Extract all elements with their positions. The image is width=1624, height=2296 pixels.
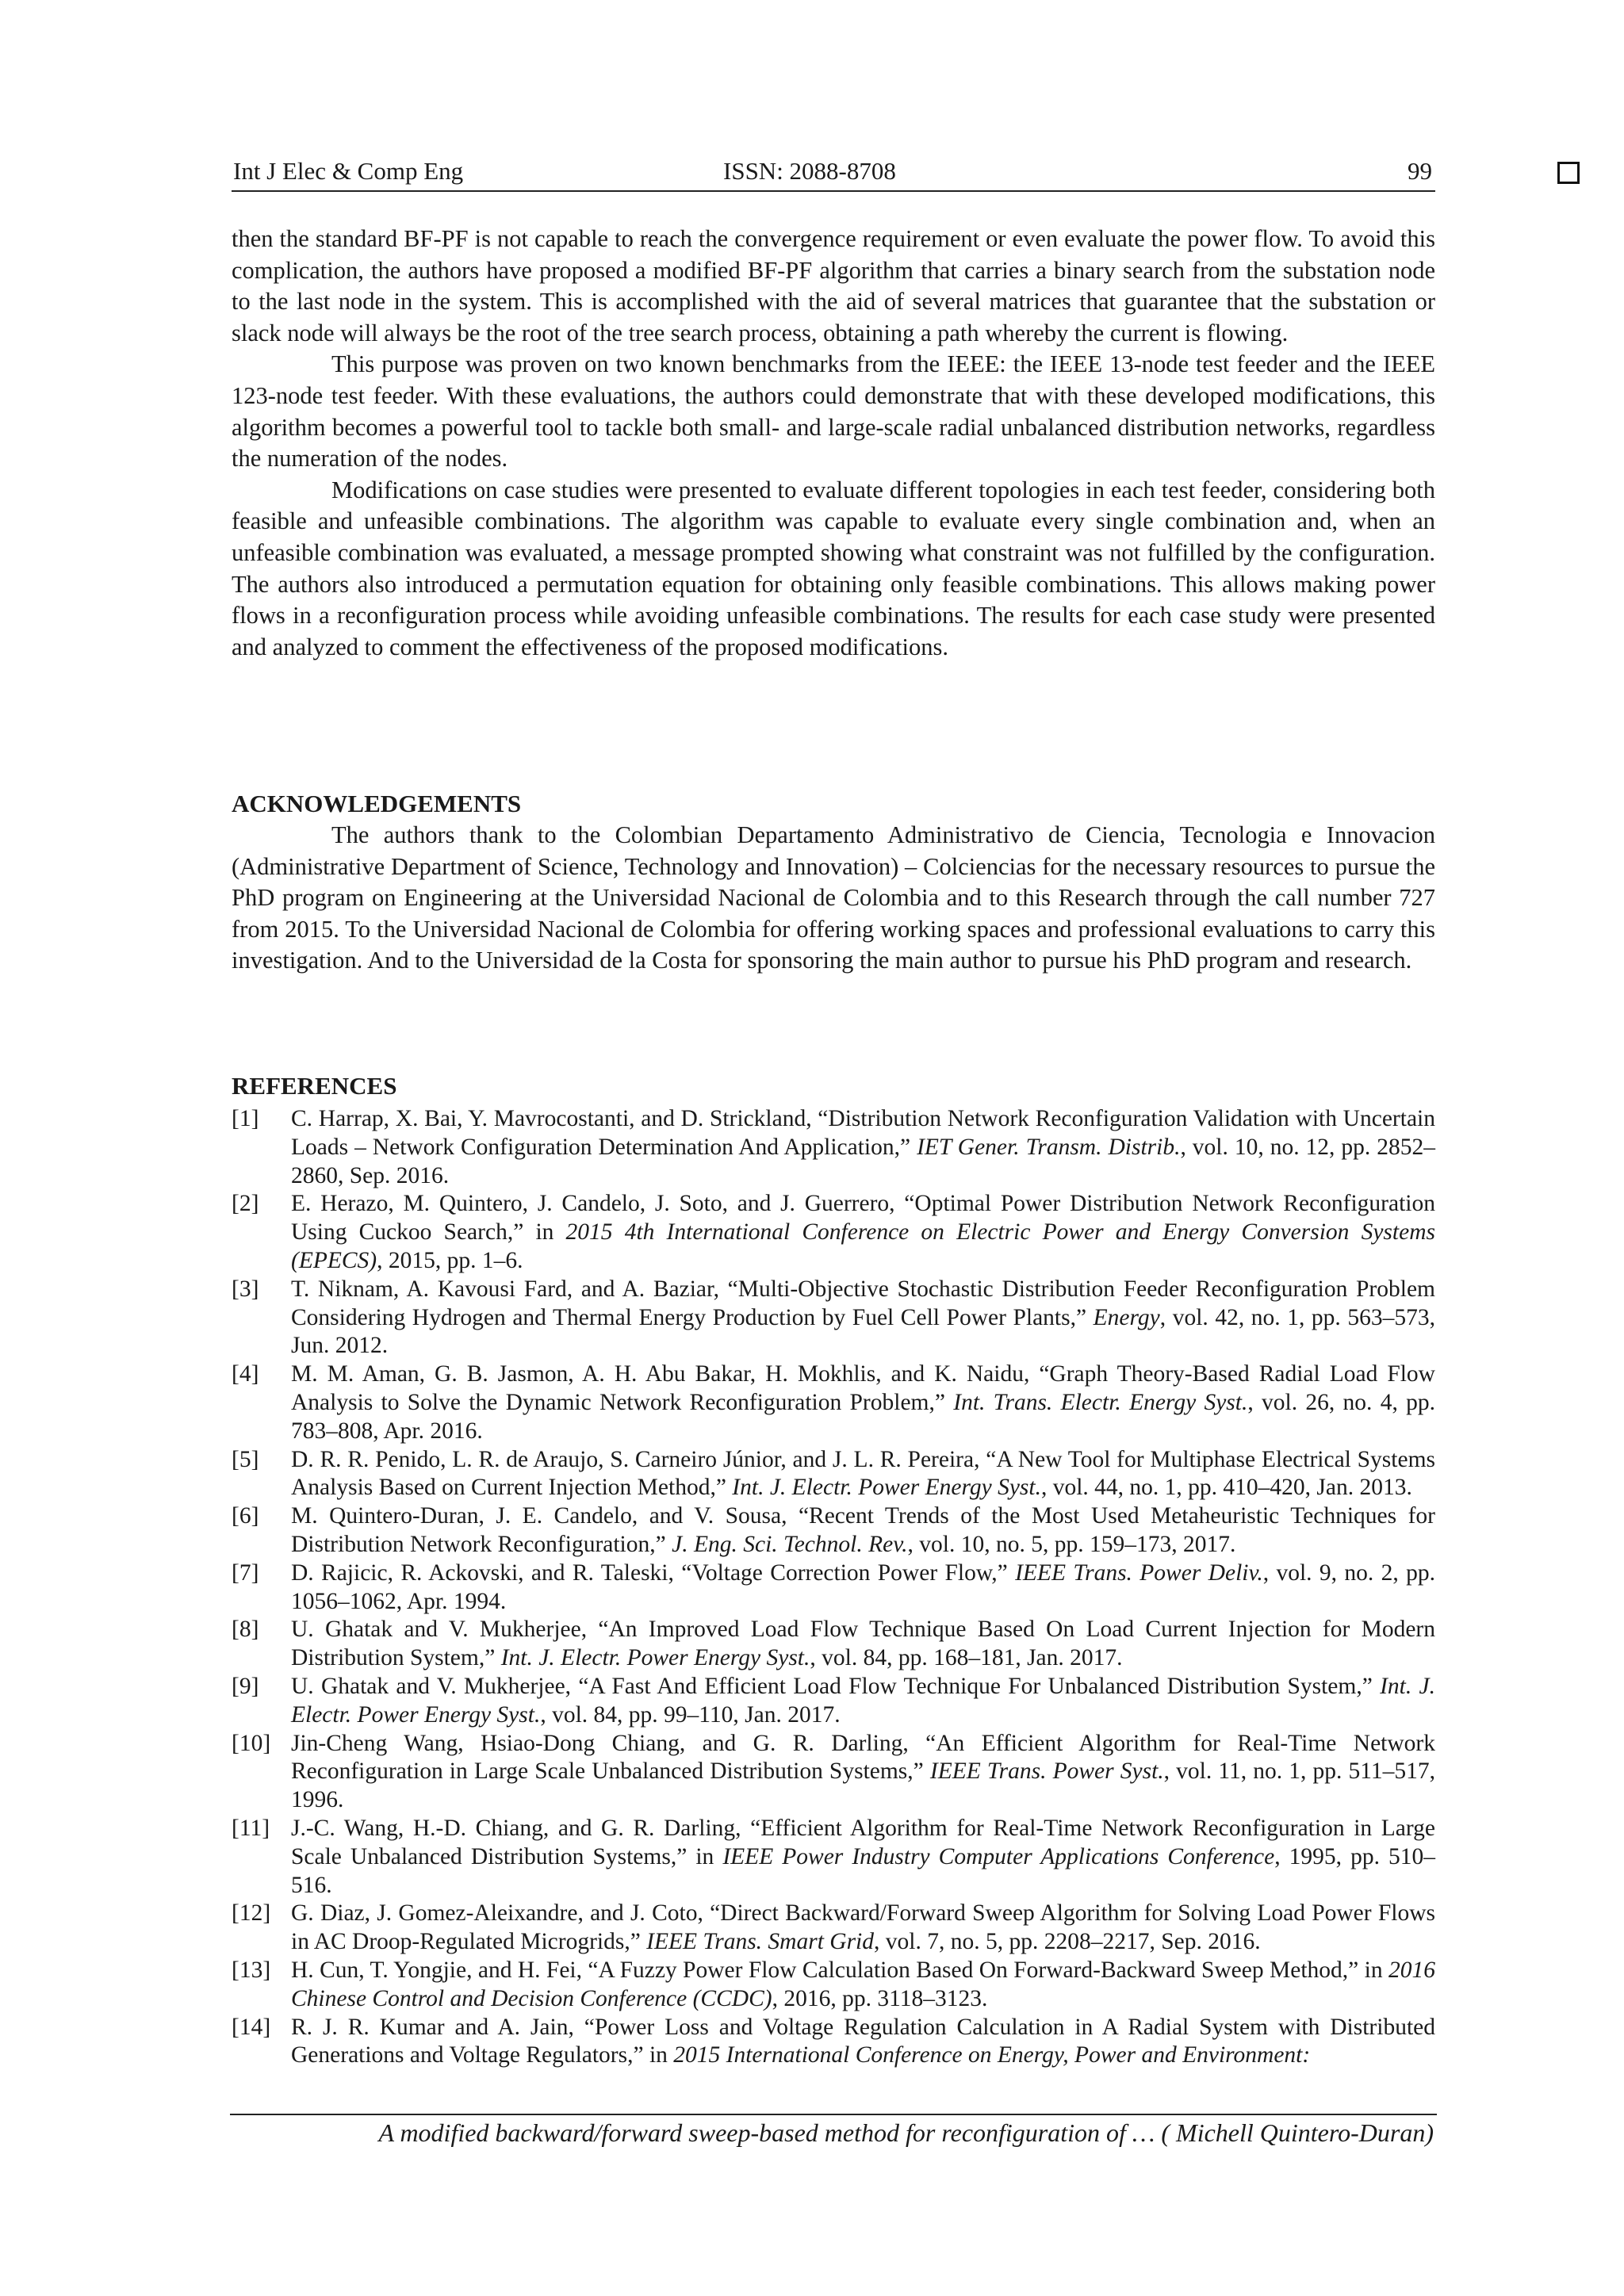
reference-item: [2] E. Herazo, M. Quintero, J. Candelo, J. Soto, and J. Guerrero, “Optimal Power Distribution Network Reconfiguration Using Cuckoo Search,” in 2015 4th International Conference on Electric Power and Energy Conversion Systems (EPECS), 2015, pp. 1–6. <box>232 1191 1435 1273</box>
reference-venue: IEEE Trans. Power Syst. <box>929 1758 1164 1785</box>
reference-number: [14] <box>232 2014 271 2040</box>
reference-venue: Int. J. Electr. Power Energy Syst. <box>500 1645 810 1671</box>
reference-number: [2] <box>232 1191 259 1217</box>
reference-item: [9] U. Ghatak and V. Mukherjee, “A Fast And Efficient Load Flow Technique For Unbalanced Distribution System,” Int. J. Electr. Power Energy Syst., vol. 84, pp. 99–110, Jan. 2017. <box>232 1673 1435 1728</box>
page-number: 99 <box>1408 157 1432 185</box>
reference-venue: IET Gener. Transm. Distrib. <box>917 1134 1181 1160</box>
reference-venue: IEEE Power Industry Computer Applications Conference <box>722 1843 1275 1869</box>
reference-number: [9] <box>232 1673 259 1699</box>
reference-item: [14] R. J. R. Kumar and A. Jain, “Power Loss and Voltage Regulation Calculation in A Radial System with Distributed Generations and Voltage Regulators,” in 2015 International Conference on Energy, Power and Environment: <box>232 2014 1435 2068</box>
conclusion-body <box>232 224 1435 663</box>
reference-item: [8] U. Ghatak and V. Mukherjee, “An Improved Load Flow Technique Based On Load Current Injection for Modern Distribution System,” Int. J. Electr. Power Energy Syst., vol. 84, pp. 168–181, Jan. 2017. <box>232 1617 1435 1671</box>
issn: ISSN: 2088-8708 <box>723 157 896 185</box>
reference-venue: J. Eng. Sci. Technol. Rev. <box>672 1531 908 1557</box>
reference-number: [1] <box>232 1106 259 1131</box>
reference-number: [11] <box>232 1815 270 1841</box>
reference-number: [13] <box>232 1957 271 1983</box>
checkbox-square-icon <box>1557 162 1580 184</box>
reference-venue: Energy <box>1093 1304 1160 1330</box>
reference-item: [13] H. Cun, T. Yongjie, and H. Fei, “A Fuzzy Power Flow Calculation Based On Forward-Backward Sweep Method,” in 2016 Chinese Control and Decision Conference (CCDC), 2016, pp. 3118–3123. <box>232 1957 1435 2011</box>
reference-venue: 2015 International Conference on Energy, Power and Environment: <box>673 2042 1311 2068</box>
footer-title: A modified backward/forward sweep-based method for reconfiguration of … ( Michell Quintero-Duran) <box>378 2118 1434 2147</box>
reference-item: [10] Jin-Cheng Wang, Hsiao-Dong Chiang, and G. R. Darling, “An Efficient Algorithm for Real-Time Network Reconfiguration in Large Scale Unbalanced Distribution Systems,” IEEE Trans. Power Syst., vol. 11, no. 1, pp. 511–517, 1996. <box>232 1730 1435 1813</box>
journal-name: Int J Elec & Comp Eng <box>233 157 464 185</box>
running-header <box>232 154 1435 192</box>
reference-number: [4] <box>232 1361 259 1387</box>
references-heading: REFERENCES <box>232 1072 397 1100</box>
reference-item: [1] C. Harrap, X. Bai, Y. Mavrocostanti, and D. Strickland, “Distribution Network Reconfiguration Validation with Uncertain Loads – Network Configuration Determination And Application,” IET Gener. Transm. Distrib., vol. 10, no. 12, pp. 2852–2860, Sep. 2016. <box>232 1106 1435 1188</box>
paragraph-2: This purpose was proven on two known benchmarks from the IEEE: the IEEE 13-node test feeder and the IEEE 123-node test feeder. With these evaluations, the authors could demonstrate that with these developed modifications, this algorithm becomes a powerful tool to tackle both small- and large-scale radial unbalanced distribution networks, regardless the numeration of the nodes. <box>232 350 1435 473</box>
reference-number: [8] <box>232 1617 259 1643</box>
reference-venue: IEEE Trans. Power Deliv. <box>1015 1559 1263 1586</box>
paragraph-3: Modifications on case studies were presented to evaluate different topologies in each test feeder, considering both feasible and unfeasible combinations. The algorithm was capable to evaluate every single combination and, when an unfeasible combination was evaluated, a message prompted showing what constraint was not fulfilled by the configuration. The authors also introduced a permutation equation for obtaining only feasible combinations. This allows making power flows in a reconfiguration process while avoiding unfeasible combinations. The results for each case study were presented and analyzed to comment the effectiveness of the proposed modifications. <box>232 476 1435 660</box>
reference-item: [5] D. R. R. Penido, L. R. de Araujo, S. Carneiro Júnior, and J. L. R. Pereira, “A New Tool for Multiphase Electrical Systems Analysis Based on Current Injection Method,” Int. J. Electr. Power Energy Syst., vol. 44, no. 1, pp. 410–420, Jan. 2013. <box>232 1446 1435 1501</box>
reference-venue: IEEE Trans. Smart Grid <box>646 1929 875 1955</box>
reference-number: [6] <box>232 1503 259 1529</box>
reference-item: [3] T. Niknam, A. Kavousi Fard, and A. Baziar, “Multi-Objective Stochastic Distribution Feeder Reconfiguration Problem Considering Hydrogen and Thermal Energy Production by Fuel Cell Power Plants,” Energy, vol. 42, no. 1, pp. 563–573, Jun. 2012. <box>232 1276 1435 1359</box>
running-footer <box>230 2114 1437 2153</box>
reference-item: [6] M. Quintero-Duran, J. E. Candelo, and V. Sousa, “Recent Trends of the Most Used Metaheuristic Techniques for Distribution Network Reconfiguration,” J. Eng. Sci. Technol. Rev., vol. 10, no. 5, pp. 159–173, 2017. <box>232 1503 1435 1557</box>
reference-number: [10] <box>232 1730 271 1756</box>
paragraph-1: then the standard BF-PF is not capable to reach the convergence requirement or even evaluate the power flow. To avoid this complication, the authors have proposed a modified BF-PF algorithm that carries a binary search from the substation node to the last node in the system. This is accomplished with the aid of several matrices that guarantee that the substation or slack node will always be the root of the tree search process, obtaining a path whereby the current is flowing. <box>232 225 1435 346</box>
acknowledgements-heading: ACKNOWLEDGEMENTS <box>232 790 522 817</box>
reference-venue: Int. J. Electr. Power Energy Syst. <box>732 1475 1041 1501</box>
reference-venue: 2015 4th International Conference on Electric Power and Energy Conversion Systems (EPECS) <box>291 1219 1435 1273</box>
reference-venue: Int. Trans. Electr. Energy Syst. <box>953 1389 1248 1415</box>
reference-venue: 2016 Chinese Control and Decision Conference (CCDC) <box>291 1957 1435 2011</box>
reference-venue: Int. J. Electr. Power Energy Syst. <box>291 1673 1435 1728</box>
reference-item: [4] M. M. Aman, G. B. Jasmon, A. H. Abu Bakar, H. Mokhlis, and K. Naidu, “Graph Theory-Based Radial Load Flow Analysis to Solve the Dynamic Network Reconfiguration Problem,” Int. Trans. Electr. Energy Syst., vol. 26, no. 4, pp. 783–808, Apr. 2016. <box>232 1361 1435 1444</box>
reference-item: [11] J.-C. Wang, H.-D. Chiang, and G. R. Darling, “Efficient Algorithm for Real-Time Network Reconfiguration in Large Scale Unbalanced Distribution Systems,” in IEEE Power Industry Computer Applications Conference, 1995, pp. 510–516. <box>232 1815 1436 1898</box>
reference-number: [5] <box>232 1446 259 1472</box>
reference-number: [12] <box>232 1900 271 1927</box>
acknowledgements-body <box>232 820 1435 977</box>
acknowledgements-text: The authors thank to the Colombian Departamento Administrativo de Ciencia, Tecnologia e Innovacion (Administrative Department of Science, Technology and Innovation) – Colciencias for the necessary resources to pursue the PhD program on Engineering at the Universidad Nacional de Colombia and to this Research through the call number 727 from 2015. To the Universidad Nacional de Colombia for offering working spaces and professional evaluations to carry this investigation. And to the Universidad de la Costa for sponsoring the main author to pursue his PhD program and research. <box>232 821 1435 974</box>
references-list <box>232 1105 1435 2070</box>
reference-item: [7] D. Rajicic, R. Ackovski, and R. Taleski, “Voltage Correction Power Flow,” IEEE Trans. Power Deliv., vol. 9, no. 2, pp. 1056–1062, Apr. 1994. <box>232 1559 1435 1614</box>
reference-number: [7] <box>232 1559 259 1586</box>
reference-number: [3] <box>232 1276 259 1302</box>
reference-item: [12] G. Diaz, J. Gomez-Aleixandre, and J. Coto, “Direct Backward/Forward Sweep Algorithm for Solving Load Power Flows in AC Droop-Regulated Microgrids,” IEEE Trans. Smart Grid, vol. 7, no. 5, pp. 2208–2217, Sep. 2016. <box>232 1900 1435 1955</box>
